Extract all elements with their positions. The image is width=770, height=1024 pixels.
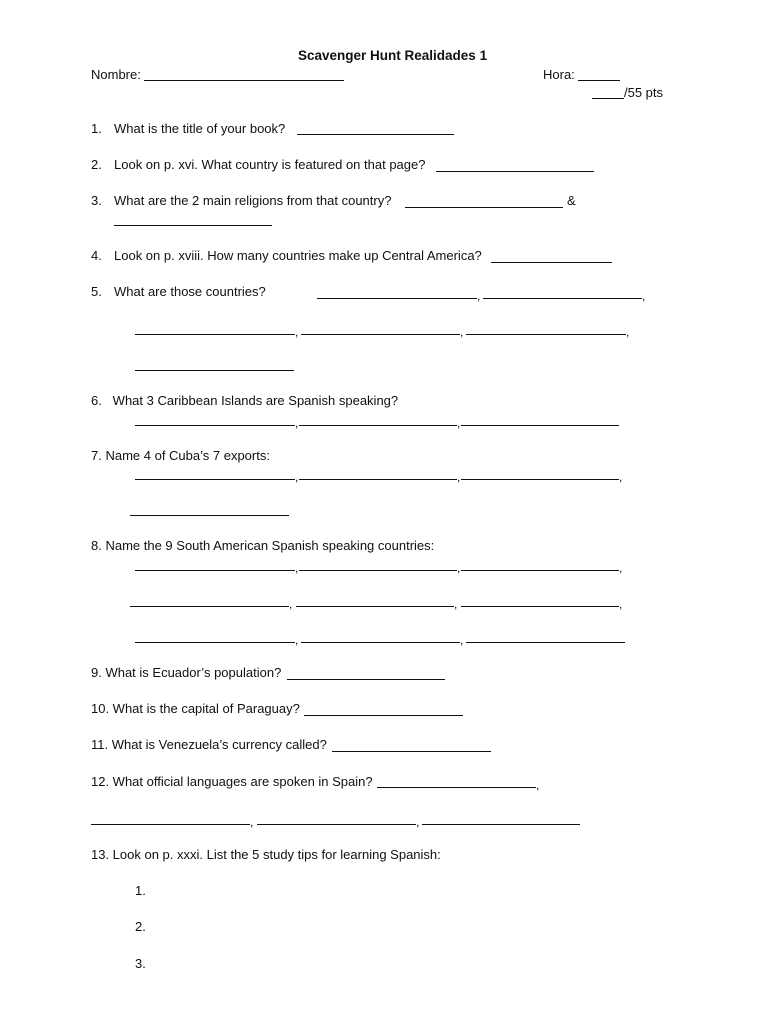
question-7-text: 7. Name 4 of Cuba’s 7 exports: xyxy=(91,448,270,463)
answer-12-blank-1[interactable] xyxy=(377,787,536,788)
question-13-text: 13. Look on p. xxxi. List the 5 study tips for learning Spanish: xyxy=(91,847,441,862)
answer-11-blank[interactable] xyxy=(332,751,491,752)
comma: , xyxy=(295,416,299,430)
answer-7-blank-4[interactable] xyxy=(130,515,289,516)
question-12-text: 12. What official languages are spoken in Spain? xyxy=(91,774,373,789)
question-6-text: 6. What 3 Caribbean Islands are Spanish speaking? xyxy=(91,393,399,408)
answer-12-blank-2[interactable] xyxy=(91,824,250,825)
answer-4-blank[interactable] xyxy=(491,262,612,263)
comma: , xyxy=(457,470,461,484)
answer-7-blank-1[interactable] xyxy=(135,479,295,480)
comma: , xyxy=(416,815,420,829)
answer-8-blank-8[interactable] xyxy=(301,642,460,643)
answer-6-blank-2[interactable] xyxy=(299,425,457,426)
name-blank[interactable] xyxy=(144,80,344,81)
comma: , xyxy=(642,289,646,303)
answer-5-blank-6[interactable] xyxy=(135,370,294,371)
answer-5-blank-3[interactable] xyxy=(135,334,295,335)
comma: , xyxy=(460,633,464,647)
comma: , xyxy=(454,597,458,611)
comma: , xyxy=(619,470,623,484)
answer-9-blank[interactable] xyxy=(287,679,445,680)
answer-7-blank-2[interactable] xyxy=(299,479,457,480)
comma: , xyxy=(619,597,623,611)
comma: , xyxy=(457,561,461,575)
hora-blank[interactable] xyxy=(578,80,620,81)
question-4-text: Look on p. xviii. How many countries make up Central America? xyxy=(114,248,482,263)
question-10-text: 10. What is the capital of Paraguay? xyxy=(91,701,300,716)
answer-3b-blank[interactable] xyxy=(114,225,272,226)
question-3-text: What are the 2 main religions from that country? xyxy=(114,193,392,208)
question-11-text: 11. What is Venezuela’s currency called? xyxy=(91,737,327,752)
study-tip-3-number: 3. xyxy=(135,956,146,971)
answer-5-blank-5[interactable] xyxy=(466,334,626,335)
answer-1-blank[interactable] xyxy=(297,134,454,135)
answer-8-blank-2[interactable] xyxy=(299,570,457,571)
question-3-number: 3. xyxy=(91,193,102,208)
answer-5-blank-1[interactable] xyxy=(317,298,477,299)
comma: , xyxy=(457,416,461,430)
comma: , xyxy=(295,325,299,339)
question-1-text: What is the title of your book? xyxy=(114,121,286,136)
comma: , xyxy=(536,778,540,792)
answer-6-blank-1[interactable] xyxy=(135,425,295,426)
page-title: Scavenger Hunt Realidades 1 xyxy=(298,48,488,63)
answer-5-blank-2[interactable] xyxy=(483,298,642,299)
study-tip-1-number: 1. xyxy=(135,883,146,898)
comma: , xyxy=(295,561,299,575)
answer-8-blank-9[interactable] xyxy=(466,642,625,643)
question-2-number: 2. xyxy=(91,157,102,172)
answer-8-blank-1[interactable] xyxy=(135,570,295,571)
name-label: Nombre: xyxy=(91,67,141,82)
answer-10-blank[interactable] xyxy=(304,715,463,716)
study-tip-2-number: 2. xyxy=(135,919,146,934)
question-8-text: 8. Name the 9 South American Spanish speaking countries: xyxy=(91,538,435,553)
answer-8-blank-4[interactable] xyxy=(130,606,289,607)
answer-8-blank-5[interactable] xyxy=(296,606,454,607)
comma: , xyxy=(619,561,623,575)
question-1-number: 1. xyxy=(91,121,102,136)
answer-8-blank-3[interactable] xyxy=(461,570,619,571)
points-total: /55 pts xyxy=(624,85,664,100)
answer-8-blank-6[interactable] xyxy=(461,606,619,607)
ampersand: & xyxy=(567,193,576,208)
question-4-number: 4. xyxy=(91,248,102,263)
question-9-text: 9. What is Ecuador’s population? xyxy=(91,665,282,680)
question-2-text: Look on p. xvi. What country is featured on that page? xyxy=(114,157,426,172)
comma: , xyxy=(289,597,293,611)
answer-2-blank[interactable] xyxy=(436,171,594,172)
comma: , xyxy=(250,815,254,829)
comma: , xyxy=(460,325,464,339)
answer-3a-blank[interactable] xyxy=(405,207,563,208)
question-5-text: What are those countries? xyxy=(114,284,266,299)
answer-12-blank-3[interactable] xyxy=(257,824,416,825)
answer-6-blank-3[interactable] xyxy=(461,425,619,426)
points-blank[interactable] xyxy=(592,98,624,99)
answer-7-blank-3[interactable] xyxy=(461,479,619,480)
comma: , xyxy=(477,289,481,303)
comma: , xyxy=(626,325,630,339)
comma: , xyxy=(295,633,299,647)
answer-12-blank-4[interactable] xyxy=(422,824,580,825)
answer-8-blank-7[interactable] xyxy=(135,642,295,643)
answer-5-blank-4[interactable] xyxy=(301,334,460,335)
comma: , xyxy=(295,470,299,484)
question-5-number: 5. xyxy=(91,284,102,299)
hora-label: Hora: xyxy=(543,67,575,82)
